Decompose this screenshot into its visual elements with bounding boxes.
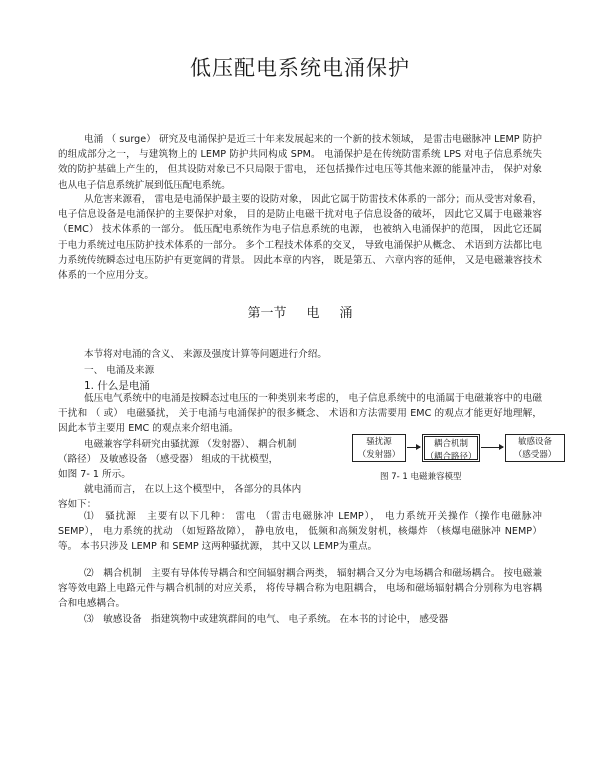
arrow-icon: [407, 447, 420, 448]
intro-paragraph-2: 从危害来源看， 雷电是电涌保护最主要的设防对象， 因此它属于防雷技术体系的一部分；而从受害对象看， 电子信息设备是电涌保护的主要保护对象， 目的是防止电磁干扰对电子信息设备的破坏， 因此它又属于电磁兼容 （EMC） 技术体系的一部分。 低压配电系统作为电子信息系统的电源， 也被纳入电涌保护的范围， 因此它还属于电力系统过电压防护技术体系的一部分。 多个工程技术体系的交叉， 导致电涌保护从概念、 术语到方法都比电力系统传统瞬态过电压防护有更宽阔的背景。 因此本章的内容， 既是第五、 六章内容的延伸， 又是电磁兼容技术体系的一个应用分支。: [58, 194, 542, 282]
page-title: 低压配电系统电涌保护: [190, 56, 410, 80]
receptor-box: [505, 434, 565, 462]
list-item-receptor: ⑶ 敏感设备 指建筑物中或建筑群间的电气、 电子系统。 在本书的讨论中， 感受器: [84, 614, 449, 625]
emc-text-line-3: 如图 7- 1 所示。: [58, 469, 131, 480]
arrow-icon: [481, 447, 503, 448]
surge-text-line-2: 容如下：: [58, 499, 97, 510]
surge-text-line-1: 就电涌而言， 在以上这个模型中， 各部分的具体内: [84, 484, 302, 495]
section-label: 第一节: [247, 306, 287, 321]
section-word-2: 涌: [339, 306, 353, 321]
source-box-subtitle: （发射器）: [357, 449, 401, 460]
coupling-box-title: 耦合机制: [433, 439, 468, 449]
list-item-coupling: ⑵ 耦合机制 主要有导体传导耦合和空间辐射耦合两类， 辐射耦合又分为电场耦合和磁场耦合。 按电磁兼容等效电路上电路元件与耦合机制的对应关系， 将传导耦合称为电阻耦合， 电场和磁场辐射耦合分别称为电容耦合和电感耦合。: [58, 568, 542, 610]
emc-model-figure: [352, 434, 574, 474]
section-intro: 本节将对电涌的含义、 来源及强度计算等问题进行介绍。: [84, 349, 327, 360]
receptor-box-title: 敏感设备: [517, 437, 552, 447]
emc-text-line-2: （路径） 及敏感设备 （感受器） 组成的干扰模型，: [58, 454, 279, 465]
source-box-title: 骚扰源: [366, 437, 392, 447]
figure-caption: 图 7- 1 电磁兼容模型: [380, 472, 462, 482]
list-item-source: ⑴ 骚扰源 主要有以下几种： 雷电 （雷击电磁脉冲 LEMP）， 电力系统开关操作（操作电磁脉冲 SEMP）， 电力系统的扰动 （如短路故障）， 静电放电， 低频和高频发射机，核爆炸 （核爆电磁脉冲 NEMP） 等。 本书只涉及 LEMP 和 SEMP 这两种骚扰源， 其中又以 LEMP为重点。: [58, 511, 542, 553]
section-word-1: 电: [306, 306, 320, 321]
coupling-box: [422, 434, 480, 462]
intro-paragraph-1: 电涌 （ surge） 研究及电涌保护是近三十年来发展起来的一个新的技术领域， 是雷击电磁脉冲 LEMP 防护的组成部分之一， 与建筑物上的 LEMP 防护共同构成 SPM。 电涌保护是在传统防雷系统 LPS 对电子信息系统失效的防护基础上产生的， 但其设防对象已不只局限于雷电， 还包括操作过电压等其他来源的能量冲击， 保护对象也从电子信息系统扩展到低压配电系统。: [58, 134, 542, 191]
section-heading: [0, 302, 600, 321]
subheading-sources: 一、 电涌及来源: [84, 365, 155, 376]
definition-paragraph: 低压电气系统中的电涌是按瞬态过电压的一种类别来考虑的， 电子信息系统中的电涌属于电磁兼容中的电磁干扰和 （ 或） 电磁骚扰， 关于电涌与电涌保护的很多概念、 术语和方法需要用 EMC 的观点才能更好地理解， 因此本节主要用 EMC 的观点来介绍电涌。: [58, 393, 542, 435]
coupling-box-subtitle: （耦合路径）: [425, 451, 477, 462]
receptor-box-subtitle: （感受器）: [513, 449, 557, 460]
source-box: [352, 434, 406, 462]
emc-text-line-1: 电磁兼容学科研究由骚扰源 （发射器）、 耦合机制: [84, 439, 297, 450]
subheading-what-is-surge: 1. 什么是电涌: [84, 380, 150, 392]
